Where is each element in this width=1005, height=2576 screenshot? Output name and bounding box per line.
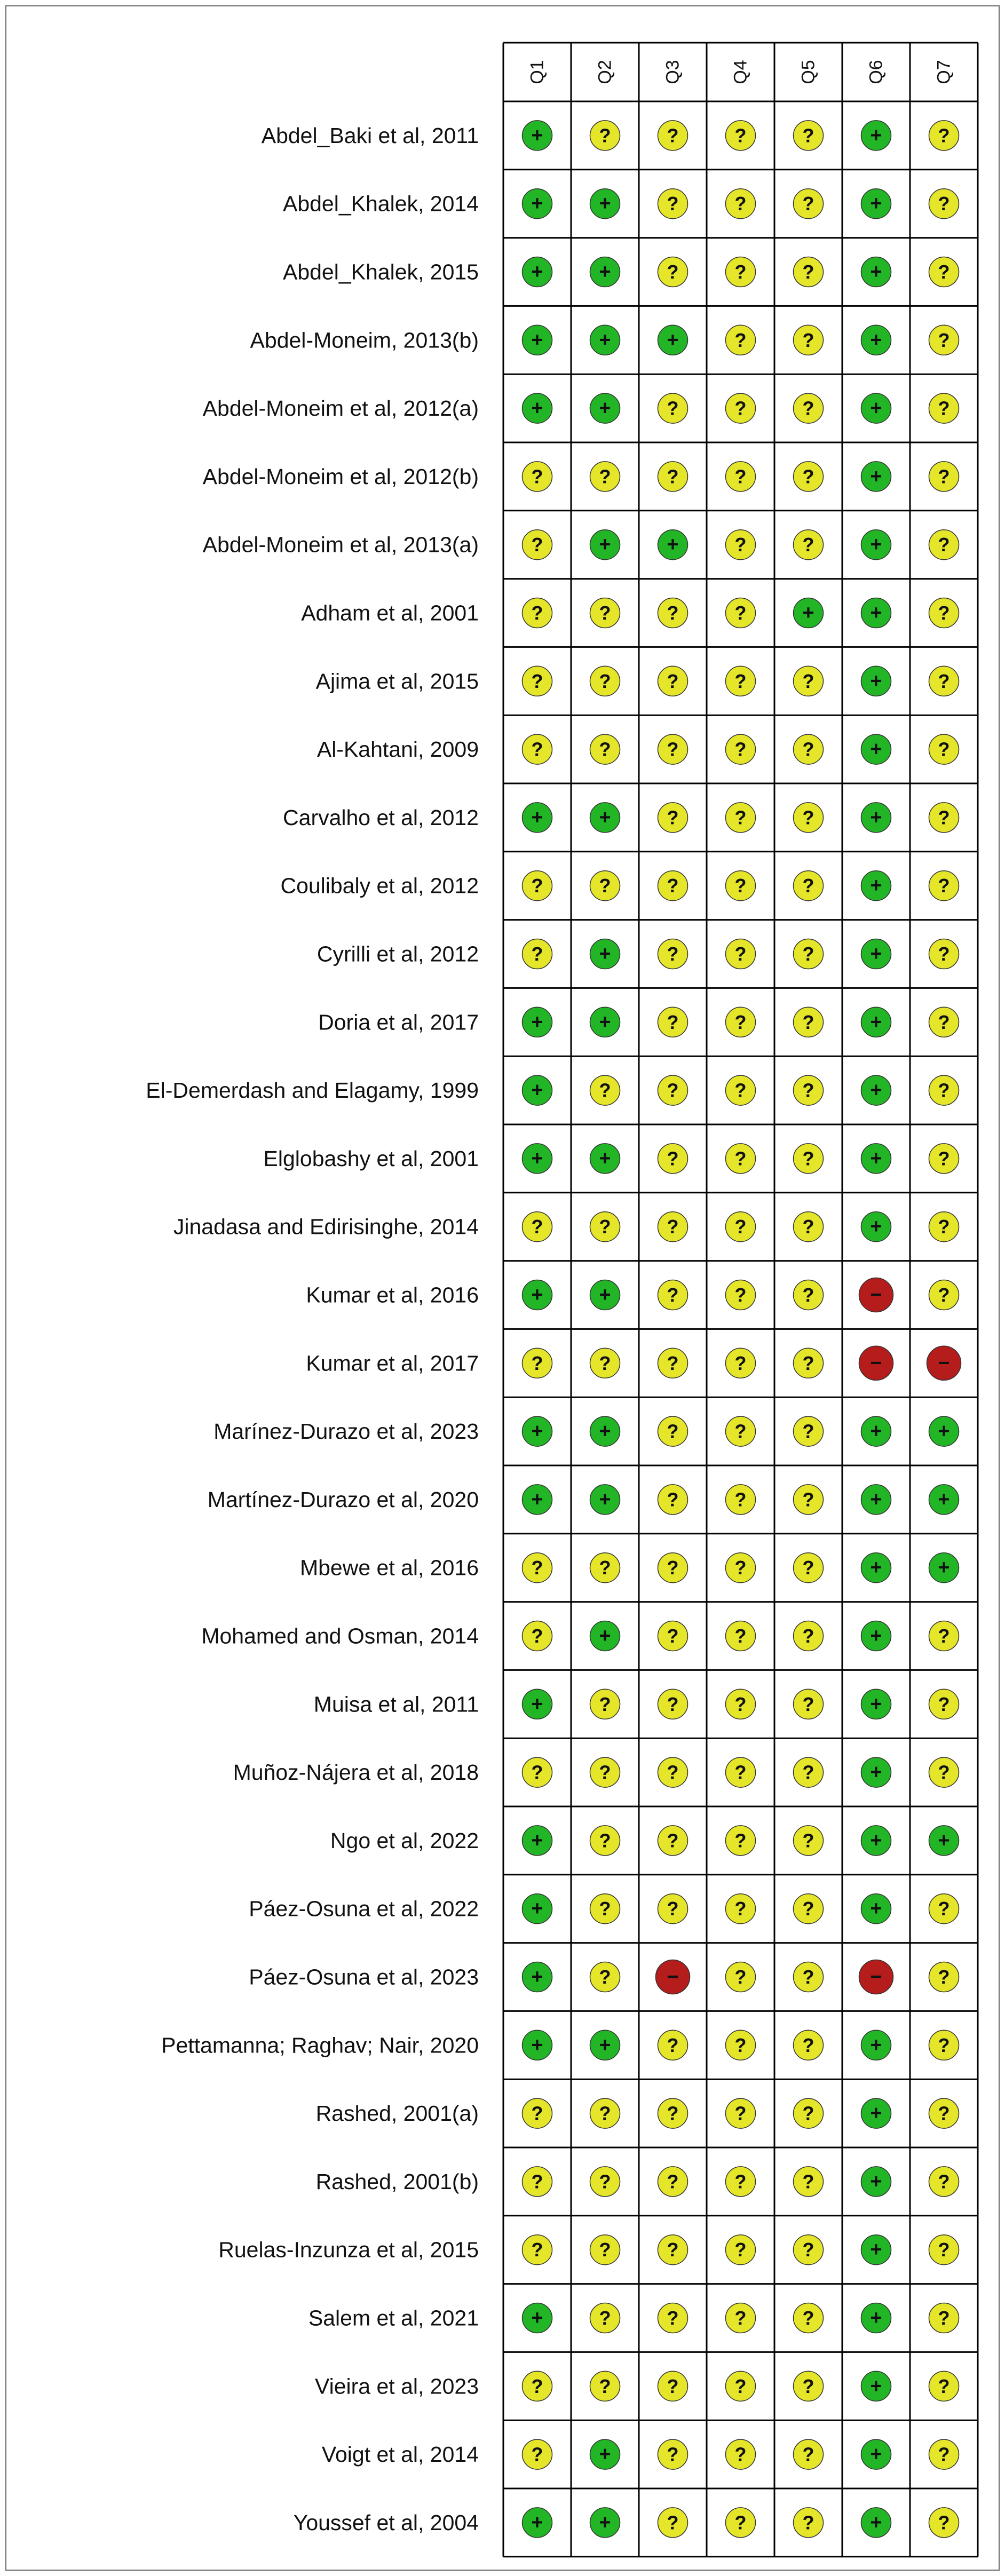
unclear-mark-symbol: ? — [531, 534, 543, 556]
study-label: Ngo et al, 2022 — [330, 1828, 479, 1853]
low-risk-mark-symbol: + — [531, 2034, 543, 2057]
unclear-mark-symbol: ? — [667, 1284, 679, 1306]
unclear-mark-symbol: ? — [599, 1966, 611, 1988]
study-label: Marínez-Durazo et al, 2023 — [213, 1419, 479, 1444]
unclear-mark-symbol: ? — [734, 2102, 747, 2125]
low-risk-mark-symbol: + — [667, 329, 679, 352]
low-risk-mark-symbol: + — [870, 1556, 882, 1579]
unclear-mark-symbol: ? — [734, 1011, 747, 1033]
unclear-mark-symbol: ? — [802, 1693, 814, 1715]
unclear-mark-symbol: ? — [599, 670, 611, 692]
unclear-mark-symbol: ? — [938, 2170, 950, 2193]
low-risk-mark-symbol: + — [870, 2375, 882, 2398]
unclear-mark-symbol: ? — [531, 1625, 543, 1647]
unclear-mark-symbol: ? — [938, 2102, 950, 2125]
low-risk-mark-symbol: + — [802, 601, 814, 624]
unclear-mark-symbol: ? — [734, 1488, 747, 1511]
low-risk-mark-symbol: + — [870, 465, 882, 488]
unclear-mark-symbol: ? — [938, 124, 950, 147]
study-label: Abdel_Khalek, 2014 — [282, 191, 479, 216]
low-risk-mark-symbol: + — [531, 397, 543, 420]
unclear-mark-symbol: ? — [599, 1829, 611, 1852]
unclear-mark-symbol: ? — [599, 1898, 611, 1920]
unclear-mark-symbol: ? — [531, 1352, 543, 1374]
low-risk-mark-symbol: + — [938, 1556, 950, 1579]
unclear-mark-symbol: ? — [667, 465, 679, 488]
low-risk-mark-symbol: + — [870, 260, 882, 283]
unclear-mark-symbol: ? — [599, 602, 611, 624]
unclear-mark-symbol: ? — [667, 2239, 679, 2261]
unclear-mark-symbol: ? — [802, 261, 814, 283]
low-risk-mark-symbol: + — [870, 1829, 882, 1852]
low-risk-mark-symbol: + — [870, 2170, 882, 2193]
unclear-mark-symbol: ? — [802, 1761, 814, 1784]
low-risk-mark-symbol: + — [870, 2238, 882, 2261]
low-risk-mark-symbol: + — [870, 1488, 882, 1511]
low-risk-mark-symbol: + — [599, 1011, 611, 1034]
unclear-mark-symbol: ? — [802, 1011, 814, 1033]
low-risk-mark-symbol: + — [531, 1011, 543, 1034]
unclear-mark-symbol: ? — [599, 2307, 611, 2329]
unclear-mark-symbol: ? — [802, 1284, 814, 1306]
unclear-mark-symbol: ? — [667, 1079, 679, 1101]
low-risk-mark-symbol: + — [599, 942, 611, 965]
unclear-mark-symbol: ? — [938, 2034, 950, 2056]
unclear-mark-symbol: ? — [802, 2102, 814, 2125]
low-risk-mark-symbol: + — [870, 1011, 882, 1034]
low-risk-mark-symbol: + — [531, 1693, 543, 1716]
low-risk-mark-symbol: + — [599, 1488, 611, 1511]
unclear-mark-symbol: ? — [734, 1625, 747, 1647]
study-label: Páez-Osuna et al, 2023 — [249, 1964, 479, 1990]
unclear-mark-symbol: ? — [802, 1079, 814, 1101]
unclear-mark-symbol: ? — [734, 806, 747, 829]
study-label: Mbewe et al, 2016 — [299, 1555, 479, 1580]
unclear-mark-symbol: ? — [667, 1829, 679, 1852]
unclear-mark-symbol: ? — [938, 2307, 950, 2329]
unclear-mark-symbol: ? — [938, 2511, 950, 2534]
low-risk-mark-symbol: + — [870, 874, 882, 897]
low-risk-mark-symbol: + — [599, 397, 611, 420]
unclear-mark-symbol: ? — [938, 2443, 950, 2466]
study-label: Salem et al, 2021 — [308, 2305, 479, 2331]
unclear-mark-symbol: ? — [734, 1352, 747, 1374]
unclear-mark-symbol: ? — [734, 875, 747, 897]
unclear-mark-symbol: ? — [734, 2511, 747, 2534]
unclear-mark-symbol: ? — [734, 1420, 747, 1442]
unclear-mark-symbol: ? — [734, 2307, 747, 2329]
unclear-mark-symbol: ? — [667, 738, 679, 760]
unclear-mark-symbol: ? — [667, 670, 679, 692]
unclear-mark-symbol: ? — [802, 2239, 814, 2261]
unclear-mark-symbol: ? — [802, 124, 814, 147]
low-risk-mark-symbol: + — [531, 1829, 543, 1852]
unclear-mark-symbol: ? — [667, 1488, 679, 1511]
unclear-mark-symbol: ? — [802, 1557, 814, 1579]
unclear-mark-symbol: ? — [734, 1079, 747, 1101]
unclear-mark-symbol: ? — [938, 1079, 950, 1101]
unclear-mark-symbol: ? — [531, 943, 543, 965]
study-label: Cyrilli et al, 2012 — [316, 941, 479, 966]
unclear-mark-symbol: ? — [938, 1147, 950, 1170]
low-risk-mark-symbol: + — [531, 260, 543, 283]
low-risk-mark-symbol: + — [531, 329, 543, 352]
unclear-mark-symbol: ? — [599, 1216, 611, 1238]
unclear-mark-symbol: ? — [667, 1625, 679, 1647]
unclear-mark-symbol: ? — [802, 1898, 814, 1920]
study-label: El-Demerdash and Elagamy, 1999 — [146, 1078, 479, 1103]
low-risk-mark-symbol: + — [870, 192, 882, 215]
unclear-mark-symbol: ? — [734, 1898, 747, 1920]
unclear-mark-symbol: ? — [938, 1625, 950, 1647]
study-label: Adham et al, 2001 — [301, 600, 479, 625]
unclear-mark-symbol: ? — [802, 943, 814, 965]
unclear-mark-symbol: ? — [667, 397, 679, 419]
study-label: Kumar et al, 2017 — [306, 1351, 479, 1376]
unclear-mark-symbol: ? — [938, 534, 950, 556]
unclear-mark-symbol: ? — [802, 738, 814, 760]
low-risk-mark-symbol: + — [870, 2443, 882, 2466]
low-risk-mark-symbol: + — [870, 942, 882, 965]
unclear-mark-symbol: ? — [531, 2443, 543, 2466]
column-header-q5: Q5 — [798, 60, 819, 84]
low-risk-mark-symbol: + — [531, 1897, 543, 1920]
study-label: Jinadasa and Edirisinghe, 2014 — [173, 1214, 479, 1239]
unclear-mark-symbol: ? — [938, 1693, 950, 1715]
unclear-mark-symbol: ? — [599, 1693, 611, 1715]
unclear-mark-symbol: ? — [734, 1216, 747, 1238]
unclear-mark-symbol: ? — [667, 1693, 679, 1715]
low-risk-mark-symbol: + — [870, 1079, 882, 1102]
low-risk-mark-symbol: + — [870, 1147, 882, 1170]
unclear-mark-symbol: ? — [938, 1216, 950, 1238]
unclear-mark-symbol: ? — [667, 1898, 679, 1920]
unclear-mark-symbol: ? — [938, 806, 950, 829]
study-label: Abdel-Moneim et al, 2013(a) — [202, 532, 479, 557]
unclear-mark-symbol: ? — [531, 2375, 543, 2397]
unclear-mark-symbol: ? — [938, 329, 950, 351]
unclear-mark-symbol: ? — [938, 602, 950, 624]
low-risk-mark-symbol: + — [531, 2306, 543, 2329]
low-risk-mark-symbol: + — [870, 1624, 882, 1647]
low-risk-mark-symbol: + — [870, 806, 882, 829]
unclear-mark-symbol: ? — [734, 329, 747, 351]
unclear-mark-symbol: ? — [734, 261, 747, 283]
low-risk-mark-symbol: + — [870, 1215, 882, 1238]
unclear-mark-symbol: ? — [734, 534, 747, 556]
unclear-mark-symbol: ? — [802, 2511, 814, 2534]
unclear-mark-symbol: ? — [802, 1625, 814, 1647]
unclear-mark-symbol: ? — [667, 124, 679, 147]
low-risk-mark-symbol: + — [531, 1283, 543, 1306]
low-risk-mark-symbol: + — [531, 1147, 543, 1170]
unclear-mark-symbol: ? — [599, 2102, 611, 2125]
low-risk-mark-symbol: + — [938, 1488, 950, 1511]
low-risk-mark-symbol: + — [599, 2034, 611, 2057]
unclear-mark-symbol: ? — [531, 738, 543, 760]
unclear-mark-symbol: ? — [734, 602, 747, 624]
unclear-mark-symbol: ? — [734, 1284, 747, 1306]
unclear-mark-symbol: ? — [667, 1011, 679, 1033]
study-label: Ruelas-Inzunza et al, 2015 — [218, 2237, 479, 2262]
unclear-mark-symbol: ? — [599, 1761, 611, 1784]
unclear-mark-symbol: ? — [531, 2170, 543, 2193]
study-label: Pettamanna; Raghav; Nair, 2020 — [161, 2033, 479, 2058]
study-label: Muñoz-Nájera et al, 2018 — [233, 1760, 479, 1785]
study-label: Vieira et al, 2023 — [315, 2374, 479, 2399]
unclear-mark-symbol: ? — [938, 1966, 950, 1988]
unclear-mark-symbol: ? — [667, 875, 679, 897]
unclear-mark-symbol: ? — [667, 261, 679, 283]
low-risk-mark-symbol: + — [667, 533, 679, 556]
unclear-mark-symbol: ? — [667, 2375, 679, 2397]
unclear-mark-symbol: ? — [599, 465, 611, 488]
unclear-mark-symbol: ? — [734, 1693, 747, 1715]
low-risk-mark-symbol: + — [870, 397, 882, 420]
unclear-mark-symbol: ? — [734, 124, 747, 147]
study-label: Abdel-Moneim, 2013(b) — [250, 328, 479, 353]
unclear-mark-symbol: ? — [667, 2307, 679, 2329]
unclear-mark-symbol: ? — [667, 806, 679, 829]
unclear-mark-symbol: ? — [599, 738, 611, 760]
unclear-mark-symbol: ? — [734, 397, 747, 419]
unclear-mark-symbol: ? — [734, 193, 747, 215]
unclear-mark-symbol: ? — [734, 1557, 747, 1579]
unclear-mark-symbol: ? — [734, 2239, 747, 2261]
low-risk-mark-symbol: + — [599, 1624, 611, 1647]
low-risk-mark-symbol: + — [531, 806, 543, 829]
unclear-mark-symbol: ? — [802, 2034, 814, 2056]
high-risk-mark-symbol: − — [870, 1965, 882, 1988]
unclear-mark-symbol: ? — [599, 1079, 611, 1101]
low-risk-mark-symbol: + — [870, 670, 882, 693]
column-header-q7: Q7 — [933, 60, 954, 84]
high-risk-mark-symbol: − — [870, 1283, 882, 1306]
unclear-mark-symbol: ? — [599, 124, 611, 147]
unclear-mark-symbol: ? — [734, 943, 747, 965]
unclear-mark-symbol: ? — [599, 875, 611, 897]
low-risk-mark-symbol: + — [599, 1420, 611, 1443]
unclear-mark-symbol: ? — [938, 875, 950, 897]
study-label: Martínez-Durazo et al, 2020 — [207, 1487, 479, 1512]
low-risk-mark-symbol: + — [599, 260, 611, 283]
low-risk-mark-symbol: + — [870, 124, 882, 147]
low-risk-mark-symbol: + — [531, 1488, 543, 1511]
unclear-mark-symbol: ? — [802, 1488, 814, 1511]
study-label: Abdel_Khalek, 2015 — [282, 259, 479, 284]
low-risk-mark-symbol: + — [870, 1897, 882, 1920]
unclear-mark-symbol: ? — [667, 2034, 679, 2056]
unclear-mark-symbol: ? — [667, 1147, 679, 1170]
low-risk-mark-symbol: + — [531, 1965, 543, 1988]
unclear-mark-symbol: ? — [802, 329, 814, 351]
unclear-mark-symbol: ? — [667, 1352, 679, 1374]
unclear-mark-symbol: ? — [938, 670, 950, 692]
low-risk-mark-symbol: + — [599, 1147, 611, 1170]
low-risk-mark-symbol: + — [599, 1283, 611, 1306]
unclear-mark-symbol: ? — [599, 1352, 611, 1374]
unclear-mark-symbol: ? — [802, 670, 814, 692]
column-header-q3: Q3 — [662, 60, 683, 84]
unclear-mark-symbol: ? — [802, 465, 814, 488]
column-header-q1: Q1 — [527, 60, 548, 84]
unclear-mark-symbol: ? — [734, 2375, 747, 2397]
low-risk-mark-symbol: + — [870, 1420, 882, 1443]
low-risk-mark-symbol: + — [870, 1693, 882, 1716]
unclear-mark-symbol: ? — [667, 2102, 679, 2125]
unclear-mark-symbol: ? — [531, 2239, 543, 2261]
study-label: Elglobashy et al, 2001 — [263, 1146, 479, 1171]
unclear-mark-symbol: ? — [667, 2170, 679, 2193]
unclear-mark-symbol: ? — [531, 2102, 543, 2125]
unclear-mark-symbol: ? — [531, 670, 543, 692]
unclear-mark-symbol: ? — [802, 2170, 814, 2193]
unclear-mark-symbol: ? — [734, 1761, 747, 1784]
unclear-mark-symbol: ? — [667, 1761, 679, 1784]
unclear-mark-symbol: ? — [531, 875, 543, 897]
unclear-mark-symbol: ? — [802, 1829, 814, 1852]
low-risk-mark-symbol: + — [870, 2511, 882, 2534]
study-label: Rashed, 2001(a) — [315, 2101, 479, 2126]
unclear-mark-symbol: ? — [734, 2170, 747, 2193]
low-risk-mark-symbol: + — [531, 192, 543, 215]
unclear-mark-symbol: ? — [734, 2443, 747, 2466]
column-header-q4: Q4 — [730, 60, 751, 84]
column-header-q2: Q2 — [595, 60, 615, 84]
unclear-mark-symbol: ? — [734, 670, 747, 692]
unclear-mark-symbol: ? — [734, 1966, 747, 1988]
study-label: Coulibaly et al, 2012 — [280, 873, 479, 898]
study-label: Abdel_Baki et al, 2011 — [261, 123, 479, 148]
unclear-mark-symbol: ? — [667, 1216, 679, 1238]
study-label: Mohamed and Osman, 2014 — [201, 1623, 479, 1648]
unclear-mark-symbol: ? — [667, 602, 679, 624]
study-label: Abdel-Moneim et al, 2012(b) — [202, 464, 479, 489]
unclear-mark-symbol: ? — [802, 1966, 814, 1988]
study-label: Al-Kahtani, 2009 — [316, 737, 479, 762]
low-risk-mark-symbol: + — [870, 533, 882, 556]
unclear-mark-symbol: ? — [667, 1420, 679, 1442]
high-risk-mark-symbol: − — [667, 1965, 679, 1988]
unclear-mark-symbol: ? — [667, 1557, 679, 1579]
low-risk-mark-symbol: + — [870, 2102, 882, 2125]
low-risk-mark-symbol: + — [599, 192, 611, 215]
low-risk-mark-symbol: + — [938, 1420, 950, 1443]
study-label: Carvalho et al, 2012 — [283, 805, 479, 830]
unclear-mark-symbol: ? — [531, 465, 543, 488]
unclear-mark-symbol: ? — [802, 2443, 814, 2466]
unclear-mark-symbol: ? — [802, 1216, 814, 1238]
low-risk-mark-symbol: + — [938, 1829, 950, 1852]
low-risk-mark-symbol: + — [870, 738, 882, 761]
unclear-mark-symbol: ? — [802, 1147, 814, 1170]
low-risk-mark-symbol: + — [531, 2511, 543, 2534]
low-risk-mark-symbol: + — [599, 533, 611, 556]
unclear-mark-symbol: ? — [802, 1420, 814, 1442]
unclear-mark-symbol: ? — [938, 397, 950, 419]
unclear-mark-symbol: ? — [938, 193, 950, 215]
low-risk-mark-symbol: + — [599, 329, 611, 352]
unclear-mark-symbol: ? — [938, 261, 950, 283]
low-risk-mark-symbol: + — [531, 1079, 543, 1102]
unclear-mark-symbol: ? — [802, 875, 814, 897]
study-label: Rashed, 2001(b) — [315, 2169, 479, 2194]
unclear-mark-symbol: ? — [802, 1352, 814, 1374]
low-risk-mark-symbol: + — [531, 124, 543, 147]
column-header-q6: Q6 — [866, 60, 887, 84]
unclear-mark-symbol: ? — [938, 2375, 950, 2397]
low-risk-mark-symbol: + — [531, 1420, 543, 1443]
study-label: Youssef et al, 2004 — [293, 2510, 479, 2535]
unclear-mark-symbol: ? — [802, 534, 814, 556]
unclear-mark-symbol: ? — [802, 193, 814, 215]
unclear-mark-symbol: ? — [667, 2443, 679, 2466]
study-label: Ajima et al, 2015 — [315, 669, 479, 694]
unclear-mark-symbol: ? — [734, 2034, 747, 2056]
unclear-mark-symbol: ? — [802, 2307, 814, 2329]
low-risk-mark-symbol: + — [599, 2511, 611, 2534]
unclear-mark-symbol: ? — [599, 1557, 611, 1579]
unclear-mark-symbol: ? — [531, 1761, 543, 1784]
unclear-mark-symbol: ? — [938, 1011, 950, 1033]
study-label: Páez-Osuna et al, 2022 — [249, 1896, 479, 1921]
unclear-mark-symbol: ? — [599, 2375, 611, 2397]
low-risk-mark-symbol: + — [870, 2034, 882, 2057]
study-label: Abdel-Moneim et al, 2012(a) — [202, 396, 479, 421]
unclear-mark-symbol: ? — [938, 465, 950, 488]
unclear-mark-symbol: ? — [531, 602, 543, 624]
study-label: Kumar et al, 2016 — [306, 1282, 479, 1307]
unclear-mark-symbol: ? — [734, 1829, 747, 1852]
high-risk-mark-symbol: − — [938, 1352, 950, 1375]
unclear-mark-symbol: ? — [599, 2170, 611, 2193]
unclear-mark-symbol: ? — [531, 1557, 543, 1579]
unclear-mark-symbol: ? — [734, 1147, 747, 1170]
unclear-mark-symbol: ? — [802, 2375, 814, 2397]
low-risk-mark-symbol: + — [599, 2443, 611, 2466]
study-label: Voigt et al, 2014 — [321, 2442, 479, 2467]
unclear-mark-symbol: ? — [734, 465, 747, 488]
unclear-mark-symbol: ? — [734, 738, 747, 760]
study-label: Muisa et al, 2011 — [313, 1692, 479, 1717]
low-risk-mark-symbol: + — [599, 806, 611, 829]
unclear-mark-symbol: ? — [599, 2239, 611, 2261]
low-risk-mark-symbol: + — [870, 1761, 882, 1784]
unclear-mark-symbol: ? — [938, 1761, 950, 1784]
low-risk-mark-symbol: + — [870, 601, 882, 624]
study-label: Doria et al, 2017 — [318, 1010, 479, 1035]
unclear-mark-symbol: ? — [531, 1216, 543, 1238]
unclear-mark-symbol: ? — [667, 2511, 679, 2534]
unclear-mark-symbol: ? — [667, 943, 679, 965]
low-risk-mark-symbol: + — [870, 329, 882, 352]
unclear-mark-symbol: ? — [938, 943, 950, 965]
unclear-mark-symbol: ? — [938, 738, 950, 760]
unclear-mark-symbol: ? — [938, 1898, 950, 1920]
high-risk-mark-symbol: − — [870, 1352, 882, 1375]
unclear-mark-symbol: ? — [802, 806, 814, 829]
unclear-mark-symbol: ? — [802, 397, 814, 419]
unclear-mark-symbol: ? — [938, 1284, 950, 1306]
low-risk-mark-symbol: + — [870, 2306, 882, 2329]
unclear-mark-symbol: ? — [938, 2239, 950, 2261]
unclear-mark-symbol: ? — [667, 193, 679, 215]
